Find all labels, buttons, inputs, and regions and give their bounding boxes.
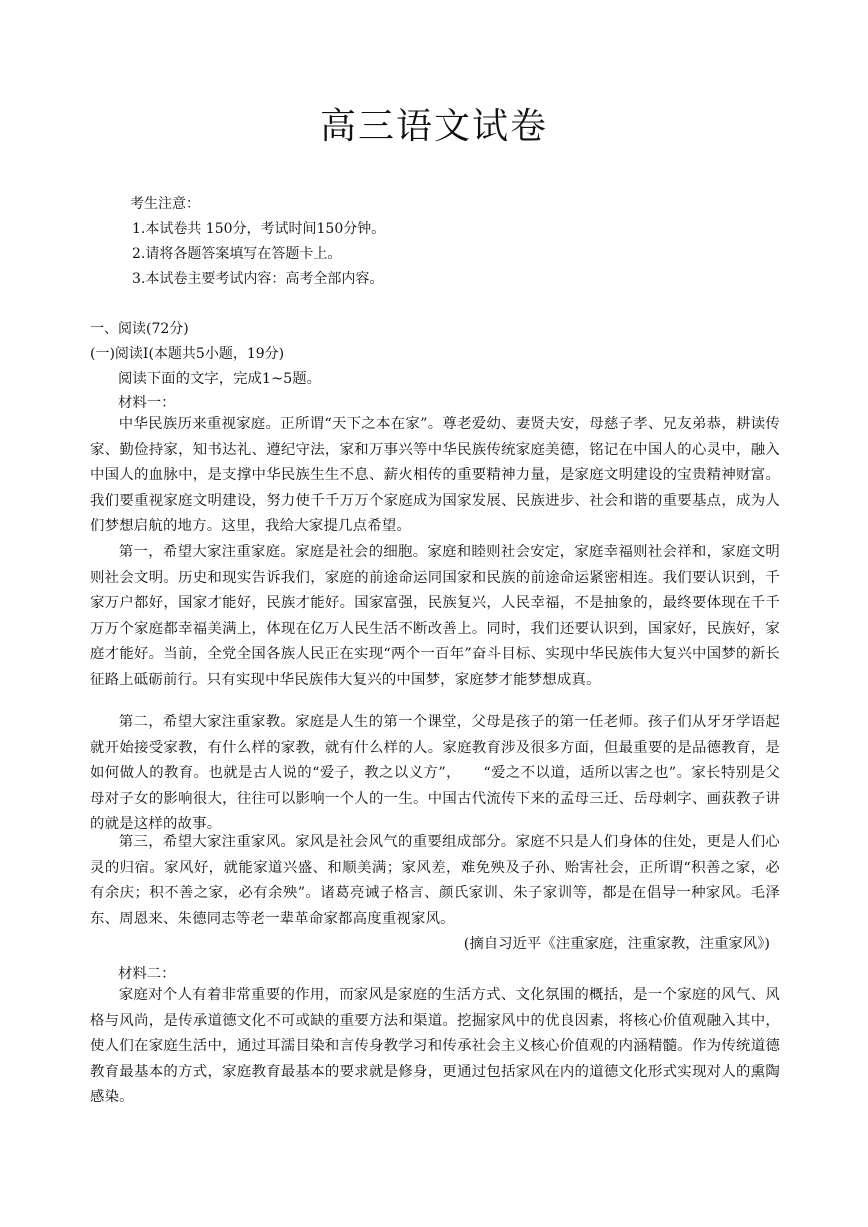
notice-item: 1.本试卷共 150分，考试时间150分钟。 <box>132 221 386 237</box>
reading-instruction: 阅读下面的文字，完成1~5题。 <box>118 371 322 387</box>
candidate-notice <box>130 192 385 292</box>
material-1-paragraph-1: 中华民族历来重视家庭。正所谓“天下之本在家”。尊老爱幼、妻贤夫安，母慈子孝、兄友弟恭，耕读传家、勤俭持家，知书达礼、遵纪守法，家和万事兴等中华民族传统家庭美德，铭记在中国人的心灵中，融入中国人的血脉中，是支撑中华民族生生不息、薪火相传的重要精神力量，是家庭文明建设的宝贵精神财富。我们要重视家庭文明建设，努力使千千万万个家庭成为国家发展、民族进步、社会和谐的重要基点，成为人们梦想启航的地方。这里，我给大家提几点希望。 <box>90 416 780 534</box>
material-2-label: 材料二： <box>118 966 176 982</box>
section-heading: 一、阅读(72分) <box>90 321 189 337</box>
notice-heading: 考生注意： <box>130 196 200 212</box>
notice-item: 2.请将各题答案填写在答题卡上。 <box>132 246 342 262</box>
material-1-source: (摘自习近平《注重家庭，注重家教，注重家风》) <box>463 936 770 952</box>
material-1-paragraph-2: 第一，希望大家注重家庭。家庭是社会的细胞。家庭和睦则社会安定，家庭幸福则社会祥和，家庭文明则社会文明。历史和现实告诉我们，家庭的前途命运同国家和民族的前途命运紧密相连。我们要认识到，千家万户都好，国家才能好，民族才能好。国家富强，民族复兴，人民幸福，不是抽象的，最终要体现在千千万万个家庭都幸福美满上，体现在亿万人民生活不断改善上。同时，我们还要认识到，国家好，民族好，家庭才能好。当前，全党全国各族人民正在实现“两个一百年”奋斗目标、实现中华民族伟大复兴中国梦的新长征路上砥砺前行。只有实现中华民族伟大复兴的中国梦，家庭梦才能梦想成真。 <box>90 544 780 688</box>
material-1-label: 材料一： <box>118 395 176 411</box>
material-2-paragraph-1: 家庭对个人有着非常重要的作用，而家风是家庭的生活方式、文化氛围的概括，是一个家庭的风气、风格与风尚，是传承道德文化不可或缺的重要方法和渠道。挖掘家风中的优良因素，将核心价值观融入其中，使人们在家庭生活中，通过耳濡目染和言传身教学习和传承社会主义核心价值观的内涵精髓。作为传统道德教育最基本的方式，家庭教育最基本的要求就是修身，更通过包括家风在内的道德文化形式实现对人的熏陶感染。 <box>90 987 780 1105</box>
section-subheading: (一)阅读Ⅰ(本题共5小题，19分) <box>90 346 285 362</box>
material-1-paragraph-4: 第三，希望大家注重家风。家风是社会风气的重要组成部分。家庭不只是人们身体的住处，更是人们心灵的归宿。家风好，就能家道兴盛、和顺美满；家风差，难免殃及子孙、贻害社会，正所谓“积善之家，必有余庆；积不善之家，必有余殃”。诸葛亮诫子格言、颜氏家训、朱子家训等，都是在倡导一种家风。毛泽东、周恩来、朱德同志等老一辈革命家都高度重视家风。 <box>90 834 780 927</box>
material-1-paragraph-3: 第二，希望大家注重家教。家庭是人生的第一个课堂，父母是孩子的第一任老师。孩子们从牙牙学语起就开始接受家教，有什么样的家教，就有什么样的人。家庭教育涉及很多方面，但最重要的是品德教育，是如何做人的教育。也就是古人说的“爱子，教之以义方”， “爱之不以道，适所以害之也”。家长特别是父母对子女的影响很大，往往可以影响一个人的一生。中国古代流传下来的孟母三迁、岳母刺字、画荻教子讲的就是这样的故事。 <box>90 714 780 832</box>
page-title: 高三语文试卷 <box>319 106 548 147</box>
notice-item: 3.本试卷主要考试内容：高考全部内容。 <box>132 271 384 287</box>
